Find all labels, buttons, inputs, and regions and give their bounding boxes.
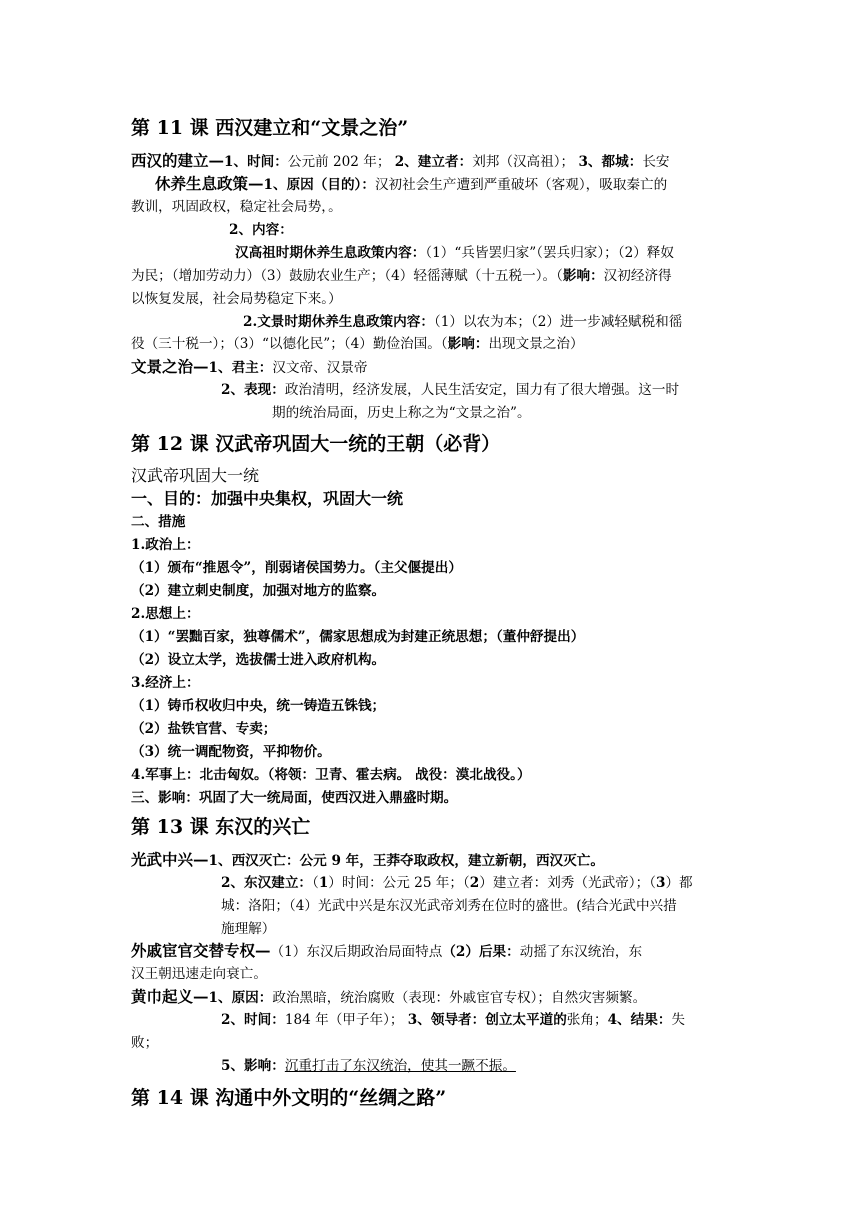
text-line: （1）“罢黜百家，独尊儒术”，儒家思想成为封建正统思想；（董仲舒提出）	[131, 629, 585, 645]
label: 2、建立者：	[394, 154, 473, 170]
label: 2.文景时期休养生息政策内容：	[243, 314, 434, 330]
label: 2、东汉建立：	[221, 875, 313, 891]
term-heading: 休养生息政策—	[155, 174, 264, 193]
text: （1）东汉后期政治局面特点	[270, 944, 443, 960]
section-heading: 汉武帝巩固大一统	[131, 466, 260, 485]
lesson-11-title: 第 11 课 西汉建立和“文景之治”	[131, 117, 409, 139]
label: 3、都城：	[578, 154, 643, 170]
text-line: 以恢复发展，社会局势稳定下来。）	[131, 291, 342, 307]
label: 汉高祖时期休养生息政策内容：	[235, 245, 426, 261]
text-line: （2）建立刺史制度，加强对地方的监察。	[131, 583, 386, 599]
text-line: 施理解）	[221, 921, 276, 937]
label: 2	[469, 875, 480, 891]
term-heading: 文景之治—	[131, 357, 209, 376]
text-line: （2）设立太学，选拔儒士进入政府机构。	[131, 652, 386, 668]
text-line	[221, 380, 679, 400]
l11-policy-line	[155, 174, 667, 195]
lesson-12-title: 第 12 课 汉武帝巩固大一统的王朝（必背）	[131, 433, 501, 455]
text-line: 教训，巩固政权，稳定社会局势，。	[131, 199, 342, 215]
text: 张角；	[566, 1012, 608, 1028]
text-line: （2）盐铁官营、专卖；	[131, 721, 277, 737]
text-line: 2、内容：	[229, 222, 293, 238]
text: 出现文景之治）	[488, 336, 584, 352]
text: 1、西汉灭亡：公元 9 年，王莽夺取政权，建立新朝，西汉灭亡。	[208, 853, 604, 869]
label: 1、君主：	[208, 360, 273, 376]
text: 役（三十税一）；（3）“以德化民”；（4）勤俭治国。（	[131, 336, 448, 352]
text: 汉初经济得	[603, 268, 672, 284]
text-line: 三、影响：巩固了大一统局面，使西汉进入鼎盛时期。	[131, 790, 458, 806]
text-line	[131, 266, 672, 286]
term-heading: 黄巾起义—	[131, 987, 209, 1006]
text-line: 败；	[131, 1035, 159, 1051]
label: 影响：	[447, 336, 489, 352]
label: 2、表现：	[221, 382, 285, 398]
text-line: 汉王朝迅速走向衰亡。	[131, 966, 267, 982]
label: 1、原因：	[208, 990, 273, 1006]
text-line: 城：洛阳；（4）光武中兴是东汉光武帝刘秀在位时的盛世。(结合光武中兴措	[221, 898, 677, 914]
text-line	[221, 1056, 516, 1076]
term-heading: 西汉的建立—	[131, 151, 225, 170]
text-line: 二、措施	[131, 514, 186, 530]
text: 为民；（增加劳动力）（3）鼓励农业生产；（4）轻徭薄赋（十五税一）。（	[131, 268, 563, 284]
text-line	[131, 334, 584, 354]
l11-founding-line	[131, 151, 670, 172]
term-heading: 外戚宦官交替专权—	[131, 941, 271, 960]
lesson-14-title: 第 14 课 沟通中外文明的“丝绸之路”	[131, 1087, 447, 1109]
text-line: 2.思想上：	[131, 606, 200, 622]
text: 动摇了东汉统治，东	[519, 944, 643, 960]
text: ）时间：公元 25 年；（	[328, 875, 470, 891]
text: 刘邦（汉高祖）；	[472, 154, 579, 170]
text: （1）以农为本；（2）进一步减轻赋税和徭	[433, 314, 683, 330]
label: 1	[318, 875, 329, 891]
text-line	[221, 873, 693, 893]
text: ）建立者：刘秀（光武帝）；（	[479, 875, 656, 891]
label: 影响：	[562, 268, 604, 284]
label: 3	[655, 875, 666, 891]
text-line: （3）统一调配物资，平抑物价。	[131, 744, 331, 760]
text: 长安	[642, 154, 670, 170]
lesson-13-title: 第 13 课 东汉的兴亡	[131, 816, 311, 838]
text-line	[131, 941, 642, 962]
text: 政治清明，经济发展，人民生活安定，国力有了很大增强。这一时	[284, 382, 680, 398]
text-line	[235, 243, 674, 263]
text-line: 3.经济上：	[131, 675, 200, 691]
text: 公元前 202 年；	[287, 154, 395, 170]
text: ）都	[665, 875, 693, 891]
text: 汉初社会生产遭到严重破坏（客观），吸取秦亡的	[374, 177, 668, 193]
term-heading: 光武中兴—	[131, 850, 209, 869]
text: 失	[671, 1012, 686, 1028]
label: 3、领导者：创立太平道的	[407, 1012, 567, 1028]
text: 184 年（甲子年）；	[284, 1012, 408, 1028]
text: （	[312, 875, 319, 891]
text-line: （1）铸币权收归中央，统一铸造五铢钱；	[131, 698, 386, 714]
text-line	[221, 1010, 685, 1030]
text-line: （1）颁布“推恩令”，削弱诸侯国势力。（主父偃提出）	[131, 560, 462, 576]
label: 1、原因（目的）：	[263, 177, 375, 193]
label: 2、时间：	[221, 1012, 285, 1028]
text: （1）“兵皆罢归家”（罢兵归家）；（2）释奴	[425, 245, 674, 261]
section-heading: 一、目的：加强中央集权，巩固大一统	[131, 489, 404, 508]
underlined-text: 沉重打击了东汉统治，使其一蹶不振。	[284, 1058, 516, 1074]
label: 4、结果：	[607, 1012, 672, 1028]
text-line: 1.政治上：	[131, 537, 200, 553]
text-line: 4.军事上：北击匈奴。（将领：卫青、霍去病。 战役：漠北战役。）	[131, 767, 531, 783]
text-line	[131, 987, 646, 1008]
text: 汉文帝、汉景帝	[272, 360, 368, 376]
text-line	[131, 850, 604, 871]
label: （2）后果：	[442, 944, 520, 960]
label: 5、影响：	[221, 1058, 285, 1074]
label: 1、时间：	[224, 154, 288, 170]
text: 政治黑暗，统治腐败（表现：外戚宦官专权）；自然灾害频繁。	[272, 990, 647, 1006]
text-line: 期的统治局面，历史上称之为“文景之治”。	[272, 405, 531, 421]
text-line	[131, 357, 368, 378]
text-line	[243, 312, 682, 332]
